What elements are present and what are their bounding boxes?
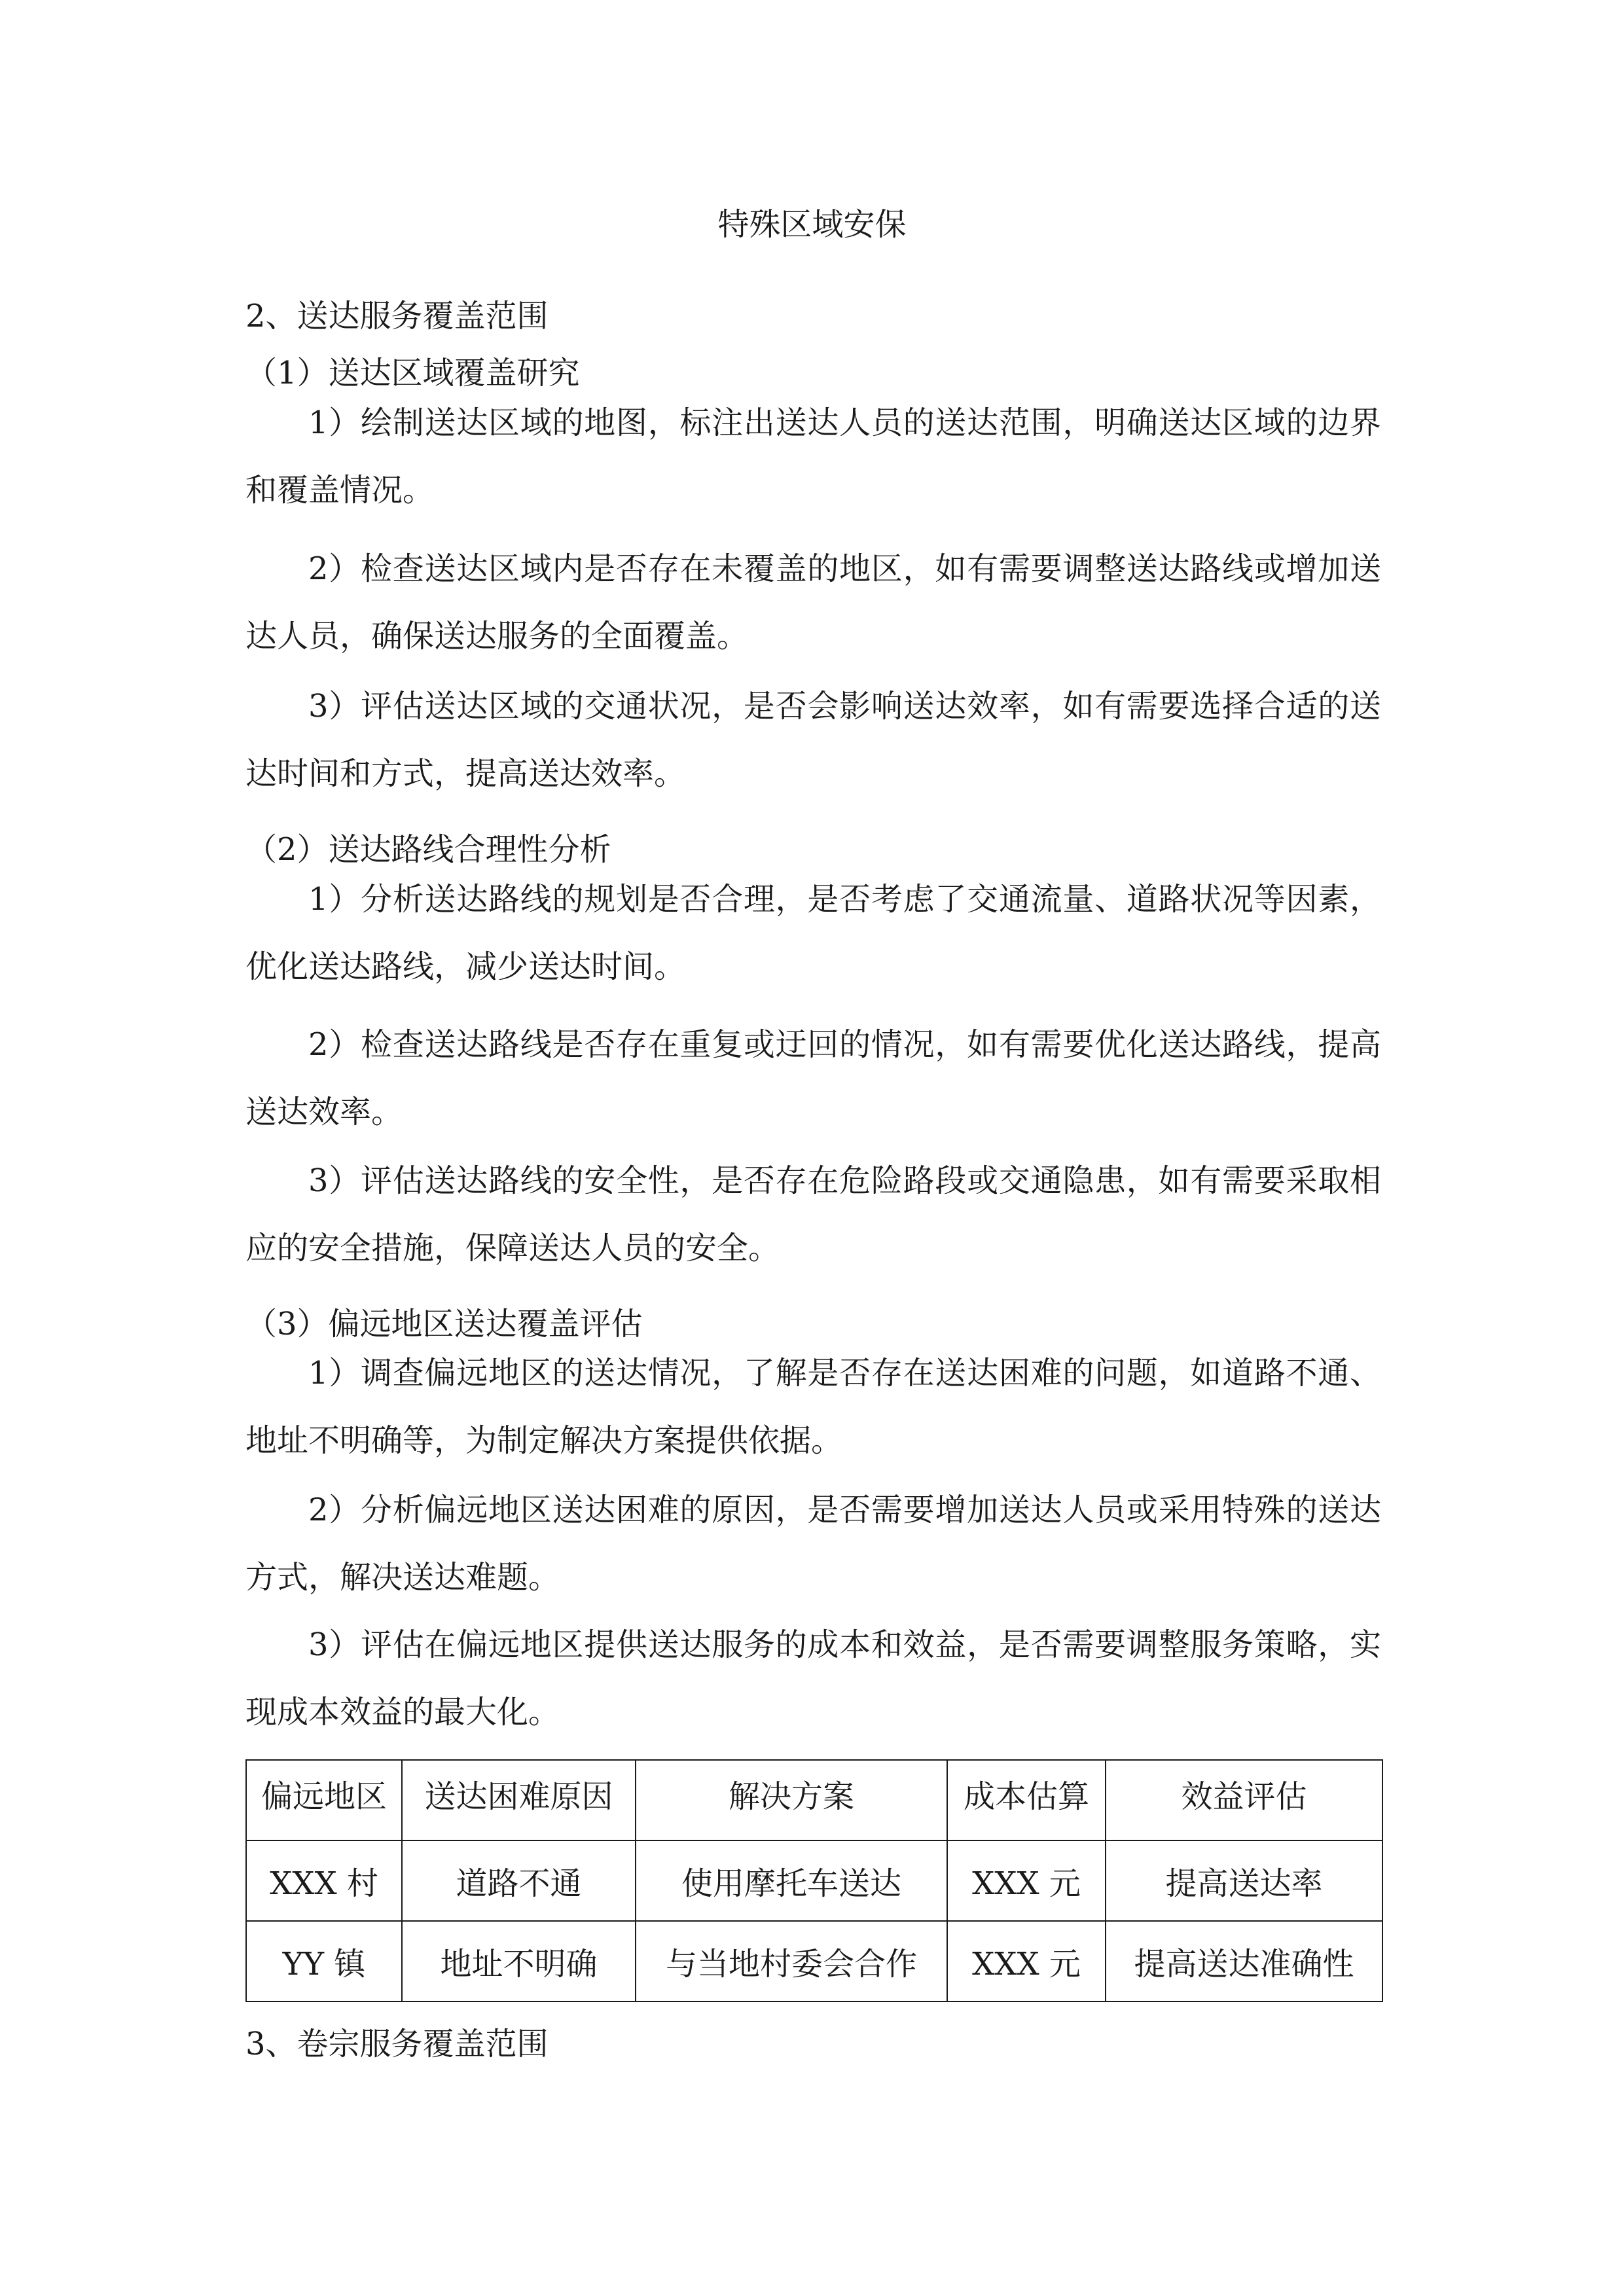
table-cell: XXX 元 [947,1921,1106,2001]
table-cell: 提高送达率 [1106,1840,1382,1921]
table-header-cell: 效益评估 [1106,1760,1382,1840]
table-cell: YY 镇 [246,1921,402,2001]
paragraph: 1）分析送达路线的规划是否合理，是否考虑了交通流量、道路状况等因素，优化送达路线，减少送达时间。 [245,881,1381,985]
page-title: 特殊区域安保 [717,206,907,243]
table-cell: 地址不明确 [402,1921,636,2001]
subsection-3-heading: （3）偏远地区送达覆盖评估 [245,1306,643,1342]
paragraph: 2）检查送达区域内是否存在未覆盖的地区，如有需要调整送达路线或增加送达人员，确保送达服务的全面覆盖。 [245,550,1381,655]
subsection-1-heading: （1）送达区域覆盖研究 [245,355,580,391]
subsection-2-heading: （2）送达路线合理性分析 [245,831,611,868]
table-header-cell: 偏远地区 [246,1760,402,1840]
table-cell: 使用摩托车送达 [636,1840,947,1921]
paragraph: 2）分析偏远地区送达困难的原因，是否需要增加送达人员或采用特殊的送达方式，解决送达难题。 [245,1492,1381,1596]
paragraph: 1）绘制送达区域的地图，标注出送达人员的送达范围，明确送达区域的边界和覆盖情况。 [245,404,1381,509]
table-cell: 提高送达准确性 [1106,1921,1382,2001]
table-header-cell: 成本估算 [947,1760,1106,1840]
table-row [246,1921,1382,2001]
table-row [246,1840,1382,1921]
table-header-cell: 解决方案 [636,1760,947,1840]
paragraph: 3）评估送达路线的安全性，是否存在危险路段或交通隐患，如有需要采取相应的安全措施，保障送达人员的安全。 [245,1162,1381,1266]
table-cell: XXX 元 [947,1840,1106,1921]
table-cell: 与当地村委会合作 [636,1921,947,2001]
paragraph: 3）评估送达区域的交通状况，是否会影响送达效率，如有需要选择合适的送达时间和方式，提高送达效率。 [245,688,1381,792]
table-header-cell: 送达困难原因 [402,1760,636,1840]
section-2-heading: 2、送达服务覆盖范围 [245,298,549,334]
paragraph: 2）检查送达路线是否存在重复或迂回的情况，如有需要优化送达路线，提高送达效率。 [245,1026,1381,1130]
cost-benefit-table [245,1759,1383,2002]
table-cell: XXX 村 [246,1840,402,1921]
section-3-heading: 3、卷宗服务覆盖范围 [245,2026,549,2062]
table-header-row [246,1760,1382,1840]
paragraph: 1）调查偏远地区的送达情况，了解是否存在送达困难的问题，如道路不通、地址不明确等，为制定解决方案提供依据。 [245,1355,1381,1459]
table-cell: 道路不通 [402,1840,636,1921]
paragraph: 3）评估在偏远地区提供送达服务的成本和效益，是否需要调整服务策略，实现成本效益的最大化。 [245,1626,1381,1731]
